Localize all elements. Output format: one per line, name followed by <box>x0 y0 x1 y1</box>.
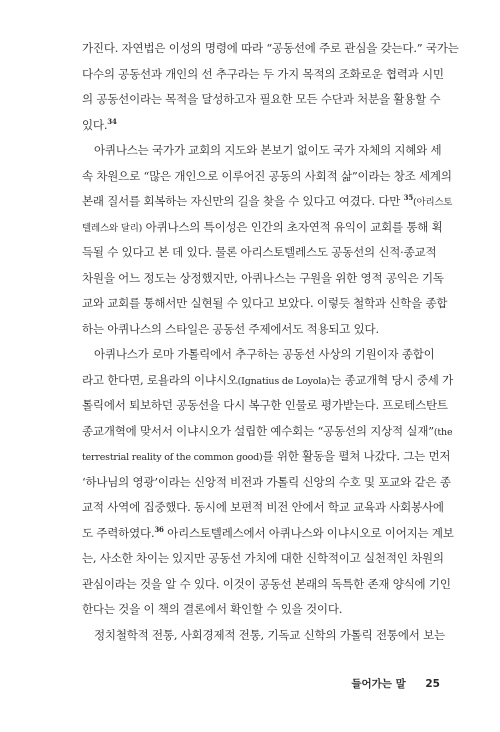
text-line: 는, 사소한 차이는 있지만 공동선 가치에 대한 신학적이고 실천적인 차원의 <box>82 551 444 565</box>
text-line: 관심이라는 것을 알 수 있다. 이것이 공동선 본래의 독특한 존재 양식에 기인 <box>82 576 451 591</box>
page-number: 25 <box>425 678 440 690</box>
text-line: 아퀴나스가 로마 가톨릭에서 추구하는 공동선 사상의 기원이자 종합이 <box>94 347 435 361</box>
text-line: terrestrial reality of the common good)를 위한 활동을 펼쳐 나갔다. 그는 먼저 <box>82 449 451 463</box>
text-line: 텔레스와 달리) 아퀴나스의 특이성은 인간의 초자연적 유익이 교회를 통해 획 <box>82 219 443 234</box>
text-line: 라고 한다면, 로욜라의 이냐시오(Ignatius de Loyola)는 종교개혁 당시 중세 가 <box>82 372 454 387</box>
footnote-ref: 36 <box>154 524 164 534</box>
text-line: 교적 사역에 집중했다. 동시에 보편적 비전 안에서 학교 교육과 사회봉사에 <box>82 500 444 514</box>
text-line: 있다.$^{34}$ <box>82 116 117 132</box>
text-line: 도 주력하였다.$^{36}$ 아리스토텔레스에서 아퀴나스와 이냐시오로 이어지는 계보 <box>82 524 454 540</box>
text-line: 본래 질서를 회복하는 자신만의 길을 찾을 수 있다고 여겼다. 다만 $^{35}$(아리스토 <box>82 193 453 208</box>
text-line: ‘하나님의 영광’이라는 신앙적 비전과 가톨릭 신앙의 수호 및 포교와 같은 종 <box>82 474 451 489</box>
text-line: 교와 교회를 통해서만 실현될 수 있다고 보았다. 이렇듯 철학과 신학을 종합 <box>82 296 448 310</box>
text-line: 종교개혁에 맞서서 이냐시오가 설립한 예수회는 “공동선의 지상적 실재”(the <box>82 423 453 438</box>
text-line: 한다는 것을 이 책의 결론에서 확인할 수 있을 것이다. <box>82 602 343 616</box>
text-line: 다수의 공동선과 개인의 선 추구라는 두 가지 목적의 조화로운 협력과 시민 <box>82 66 444 81</box>
text-line: 득될 수 있다고 본 데 있다. 물론 아리스토텔레스도 공동선의 신적·종교적 <box>82 245 437 259</box>
text-line: 차원을 어느 정도는 상정했지만, 아퀴나스는 구원을 위한 영적 공익은 기독 <box>82 270 444 285</box>
text-line: 의 공동선이라는 목적을 달성하고자 필요한 모든 수단과 처분을 활용할 수 <box>82 92 441 106</box>
text-line: 아퀴나스는 국가가 교회의 지도와 본보기 없이도 국가 자체의 지혜와 세 <box>94 143 442 157</box>
footnote-ref: 34 <box>107 116 117 126</box>
text-line: 정치철학적 전통, 사회경제적 전통, 기독교 신학의 가톨릭 전통에서 보는 <box>94 627 445 642</box>
text-line: 톨릭에서 퇴보하던 공동선을 다시 복구한 인물로 평가받는다. 프로테스탄트 <box>82 398 448 412</box>
text-line: 속 차원으로 “많은 개인으로 이루어진 공동의 사회적 삶”이라는 창조 세계의 <box>82 168 452 183</box>
running-title: 들어가는 말 <box>351 678 406 690</box>
text-line: 하는 아퀴나스의 스타일은 공동선 주제에서도 적용되고 있다. <box>82 321 379 336</box>
footnote-ref: 35 <box>403 193 413 203</box>
page-footer <box>351 676 440 691</box>
body-text <box>82 36 459 648</box>
text-line: 가진다. 자연법은 이성의 명령에 따라 “공동선에 주로 관심을 갖는다.” 국가는 <box>82 41 459 55</box>
